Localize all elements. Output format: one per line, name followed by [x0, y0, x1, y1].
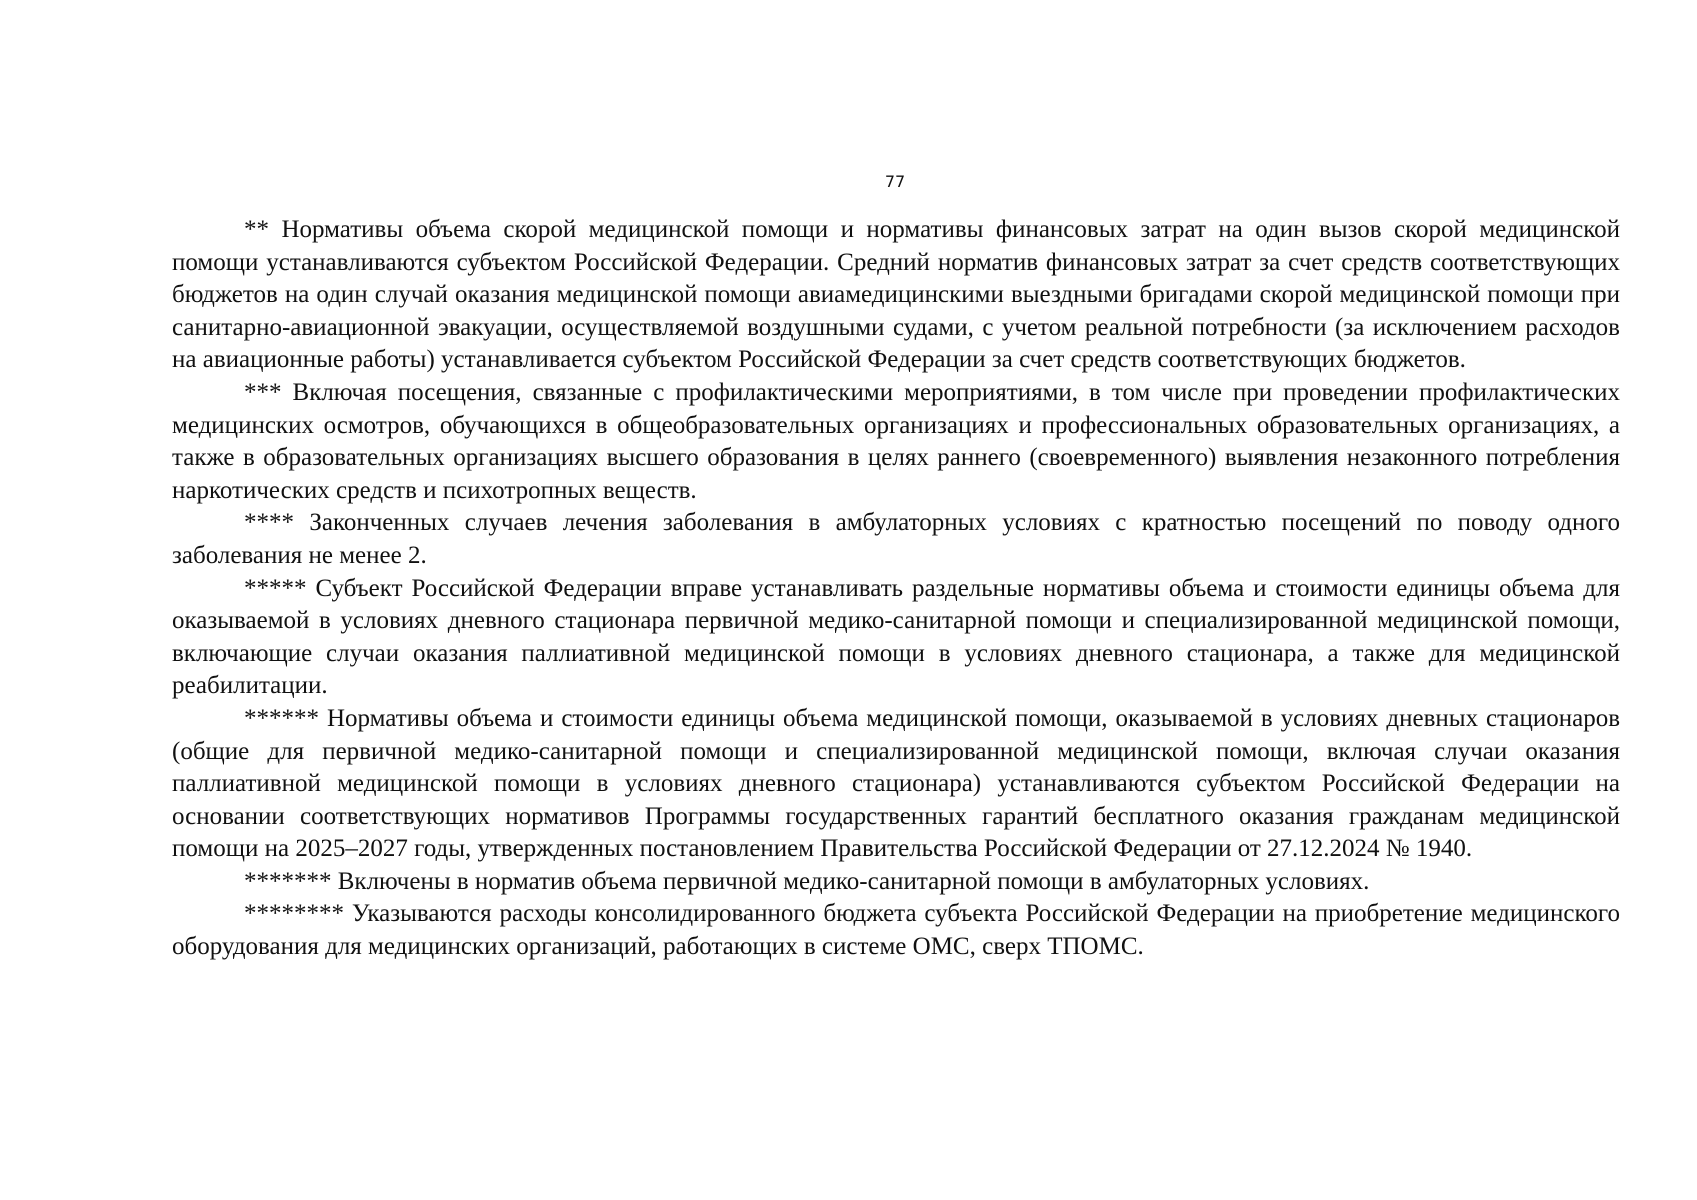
footnote-five-asterisk	[172, 573, 1620, 703]
footnote-text: Законченных случаев лечения заболевания в амбулаторных условиях с кратностью посещений по поводу одного заболевания не менее 2.	[172, 509, 1620, 569]
footnote-text: Нормативы объема и стоимости единицы объема медицинской помощи, оказываемой в условиях дневных стационаров (общие для первичной медико-санитарной помощи и специализированной медицинской помощи, включая случаи оказания паллиативной медицинской помощи в условиях дневного стационара) устанавливаются субъектом Российской Федерации на основании соответствующих нормативов Программы государственных гарантий бесплатного оказания гражданам медицинской помощи на 2025–2027 годы, утвержденных постановлением Правительства Российской Федерации от 27.12.2024 № 1940.	[172, 704, 1620, 863]
footnote-triple-asterisk	[172, 377, 1620, 507]
footnote-text: Включая посещения, связанные с профилактическими мероприятиями, в том числе при проведении профилактических медицинских осмотров, обучающихся в общеобразовательных организациях и профессиональных образовательных организациях, а также в образовательных организациях высшего образования в целях раннего (своевременного) выявления незаконного потребления наркотических средств и психотропных веществ.	[172, 378, 1621, 504]
footnote-text: Указываются расходы консолидированного бюджета субъекта Российской Федерации на приобретение медицинского оборудования для медицинских организаций, работающих в системе ОМС, сверх ТПОМС.	[172, 900, 1620, 961]
footnote-six-asterisk	[172, 703, 1620, 866]
footnote-text: Включены в норматив объема первичной медико-санитарной помощи в амбулаторных условиях.	[337, 867, 1370, 895]
footnote-marker: ***	[244, 378, 282, 406]
footnote-text: Нормативы объема скорой медицинской помощи и нормативы финансовых затрат на один вызов скорой медицинской помощи устанавливаются субъектом Российской Федерации. Средний норматив финансовых затрат за счет средств соответствующих бюджетов на один случай оказания медицинской помощи авиамедицинскими выездными бригадами скорой медицинской помощи при санитарно-авиационной эвакуации, осуществляемой воздушными судами, с учетом реальной потребности (за исключением расходов на авиационные работы) устанавливается субъектом Российской Федерации за счет средств соответствующих бюджетов.	[172, 216, 1620, 374]
footnote-marker: **	[244, 216, 269, 243]
footnote-double-asterisk	[172, 214, 1620, 377]
footnote-marker: *****	[244, 574, 307, 602]
page-number: 77	[884, 172, 906, 191]
footnote-four-asterisk	[172, 507, 1620, 572]
footnote-marker: ********	[244, 900, 344, 928]
footnotes-block	[172, 214, 1620, 964]
footnote-text: Субъект Российской Федерации вправе устанавливать раздельные нормативы объема и стоимости единицы объема для оказываемой в условиях дневного стационара первичной медико-санитарной помощи и специализированной медицинской помощи, включающие случаи оказания паллиативной медицинской помощи в условиях дневного стационара, а также для медицинской реабилитации.	[172, 574, 1620, 700]
footnote-seven-asterisk	[172, 866, 1620, 899]
footnote-marker: ****	[244, 509, 294, 537]
footnote-marker: ******	[244, 704, 319, 732]
footnote-marker: *******	[244, 867, 332, 895]
footnote-eight-asterisk	[172, 898, 1620, 963]
